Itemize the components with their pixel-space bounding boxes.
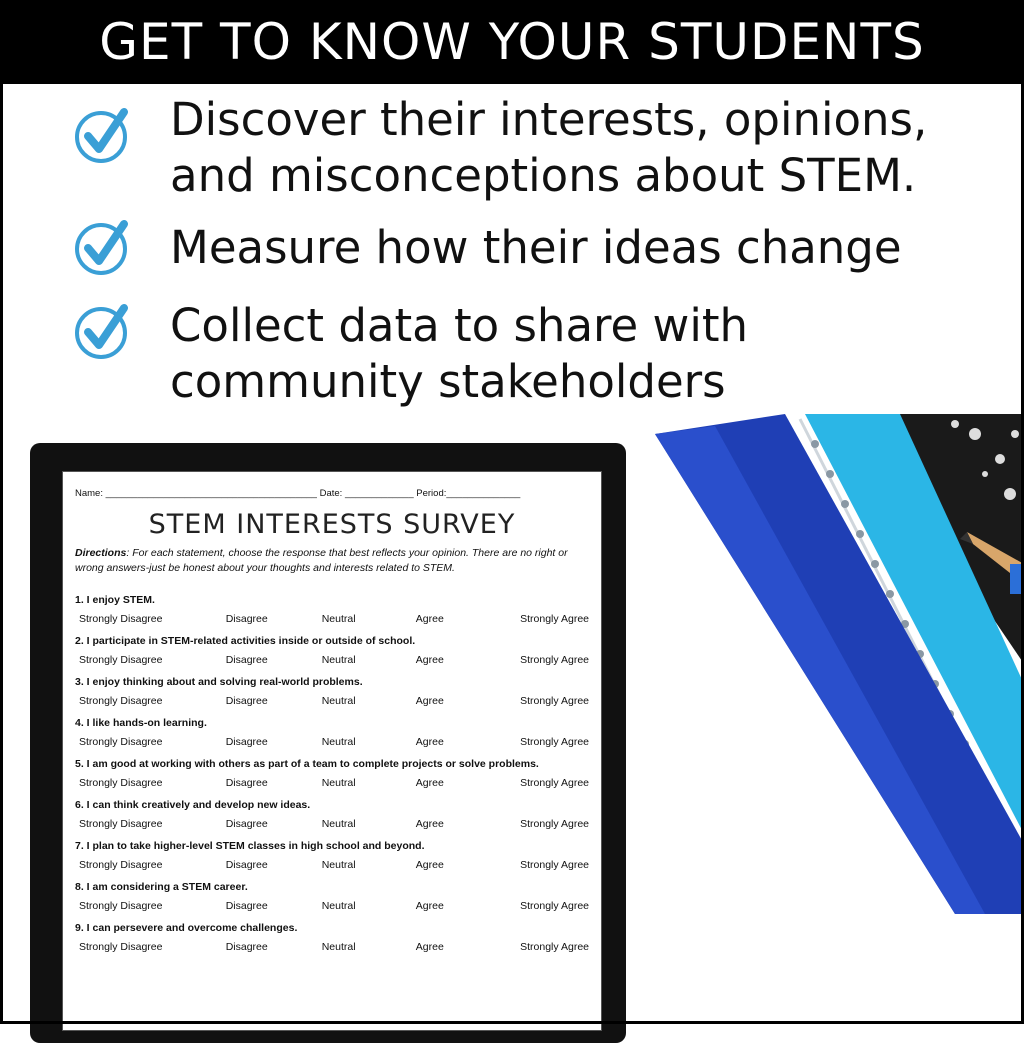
- option-agree[interactable]: Agree: [415, 654, 444, 666]
- question-text: 4. I like hands-on learning.: [75, 717, 207, 729]
- question-text: 7. I plan to take higher-level STEM classes in high school and beyond.: [75, 840, 425, 852]
- name-date-period-line: Name: ________________________________________ Date: _____________ Period:______________: [75, 488, 521, 499]
- option-strongly-disagree[interactable]: Strongly Disagree: [79, 654, 163, 666]
- question-text: 3. I enjoy thinking about and solving real-world problems.: [75, 676, 363, 688]
- option-disagree[interactable]: Disagree: [225, 613, 268, 625]
- option-strongly-disagree[interactable]: Strongly Disagree: [79, 695, 163, 707]
- question-text: 5. I am good at working with others as part of a team to complete projects or solve problems.: [75, 758, 539, 770]
- option-strongly-disagree[interactable]: Strongly Disagree: [79, 941, 163, 953]
- survey-question: [75, 799, 589, 830]
- option-neutral[interactable]: Neutral: [321, 818, 356, 830]
- option-neutral[interactable]: Neutral: [321, 695, 356, 707]
- survey-question: [75, 717, 589, 748]
- response-scale: [75, 613, 589, 625]
- option-agree[interactable]: Agree: [415, 859, 444, 871]
- option-neutral[interactable]: Neutral: [321, 736, 356, 748]
- option-strongly-disagree[interactable]: Strongly Disagree: [79, 736, 163, 748]
- survey-question: [75, 758, 589, 789]
- directions-label: Directions: [75, 547, 127, 559]
- option-disagree[interactable]: Disagree: [225, 859, 268, 871]
- option-strongly-agree[interactable]: Strongly Agree: [520, 900, 590, 912]
- check-circle-icon: [74, 218, 132, 276]
- benefit-text: [170, 298, 970, 410]
- check-circle-icon: [74, 106, 132, 164]
- question-text: 9. I can persevere and overcome challenges.: [75, 922, 298, 934]
- response-scale: [75, 818, 589, 830]
- response-scale: [75, 695, 589, 707]
- option-disagree[interactable]: Disagree: [225, 900, 268, 912]
- benefit-line: community stakeholders: [170, 355, 726, 408]
- option-agree[interactable]: Agree: [415, 941, 444, 953]
- option-disagree[interactable]: Disagree: [225, 818, 268, 830]
- benefit-text: [170, 220, 970, 276]
- benefit-line: Measure how their ideas change: [170, 221, 902, 274]
- survey-title: STEM INTERESTS SURVEY: [148, 509, 516, 540]
- survey-question: [75, 635, 589, 666]
- question-text: 6. I can think creatively and develop new ideas.: [75, 799, 311, 811]
- option-strongly-agree[interactable]: Strongly Agree: [520, 941, 590, 953]
- option-neutral[interactable]: Neutral: [321, 654, 356, 666]
- option-strongly-agree[interactable]: Strongly Agree: [520, 695, 590, 707]
- response-scale: [75, 900, 589, 912]
- survey-question: [75, 922, 589, 953]
- benefit-line: and misconceptions about STEM.: [170, 149, 917, 202]
- response-scale: [75, 654, 589, 666]
- benefit-text: [170, 92, 970, 204]
- option-strongly-agree[interactable]: Strongly Agree: [520, 859, 590, 871]
- option-agree[interactable]: Agree: [415, 777, 444, 789]
- survey-question: [75, 840, 589, 871]
- option-strongly-disagree[interactable]: Strongly Disagree: [79, 818, 163, 830]
- option-agree[interactable]: Agree: [415, 900, 444, 912]
- question-text: 2. I participate in STEM-related activities inside or outside of school.: [75, 635, 416, 647]
- option-strongly-disagree[interactable]: Strongly Disagree: [79, 900, 163, 912]
- option-disagree[interactable]: Disagree: [225, 736, 268, 748]
- survey-directions: [75, 546, 589, 576]
- question-text: 1. I enjoy STEM.: [75, 594, 155, 606]
- option-agree[interactable]: Agree: [415, 613, 444, 625]
- benefit-line: Collect data to share with: [170, 299, 748, 352]
- response-scale: [75, 859, 589, 871]
- response-scale: [75, 941, 589, 953]
- question-text: 8. I am considering a STEM career.: [75, 881, 248, 893]
- banner-title: GET TO KNOW YOUR STUDENTS: [99, 13, 925, 71]
- check-circle-icon: [74, 302, 132, 360]
- option-strongly-agree[interactable]: Strongly Agree: [520, 777, 590, 789]
- option-neutral[interactable]: Neutral: [321, 900, 356, 912]
- option-disagree[interactable]: Disagree: [225, 654, 268, 666]
- option-strongly-disagree[interactable]: Strongly Disagree: [79, 859, 163, 871]
- option-disagree[interactable]: Disagree: [225, 695, 268, 707]
- survey-question: [75, 881, 589, 912]
- title-banner: [0, 0, 1024, 84]
- survey-question: [75, 594, 589, 625]
- option-neutral[interactable]: Neutral: [321, 613, 356, 625]
- option-strongly-disagree[interactable]: Strongly Disagree: [79, 777, 163, 789]
- option-strongly-agree[interactable]: Strongly Agree: [520, 654, 590, 666]
- option-agree[interactable]: Agree: [415, 736, 444, 748]
- option-neutral[interactable]: Neutral: [321, 859, 356, 871]
- option-strongly-agree[interactable]: Strongly Agree: [520, 736, 590, 748]
- survey-sheet: [62, 471, 602, 1031]
- option-strongly-disagree[interactable]: Strongly Disagree: [79, 613, 163, 625]
- notebooks-illustration: [655, 414, 1024, 914]
- option-neutral[interactable]: Neutral: [321, 777, 356, 789]
- benefit-line: Discover their interests, opinions,: [170, 93, 928, 146]
- response-scale: [75, 777, 589, 789]
- survey-question: [75, 676, 589, 707]
- option-disagree[interactable]: Disagree: [225, 941, 268, 953]
- option-agree[interactable]: Agree: [415, 695, 444, 707]
- option-agree[interactable]: Agree: [415, 818, 444, 830]
- option-neutral[interactable]: Neutral: [321, 941, 356, 953]
- option-strongly-agree[interactable]: Strongly Agree: [520, 613, 590, 625]
- response-scale: [75, 736, 589, 748]
- option-strongly-agree[interactable]: Strongly Agree: [520, 818, 590, 830]
- option-disagree[interactable]: Disagree: [225, 777, 268, 789]
- directions-text: : For each statement, choose the response that best reflects your opinion. There are no right or wrong answers-just be honest about your thoughts and interests related to STEM.: [75, 547, 568, 574]
